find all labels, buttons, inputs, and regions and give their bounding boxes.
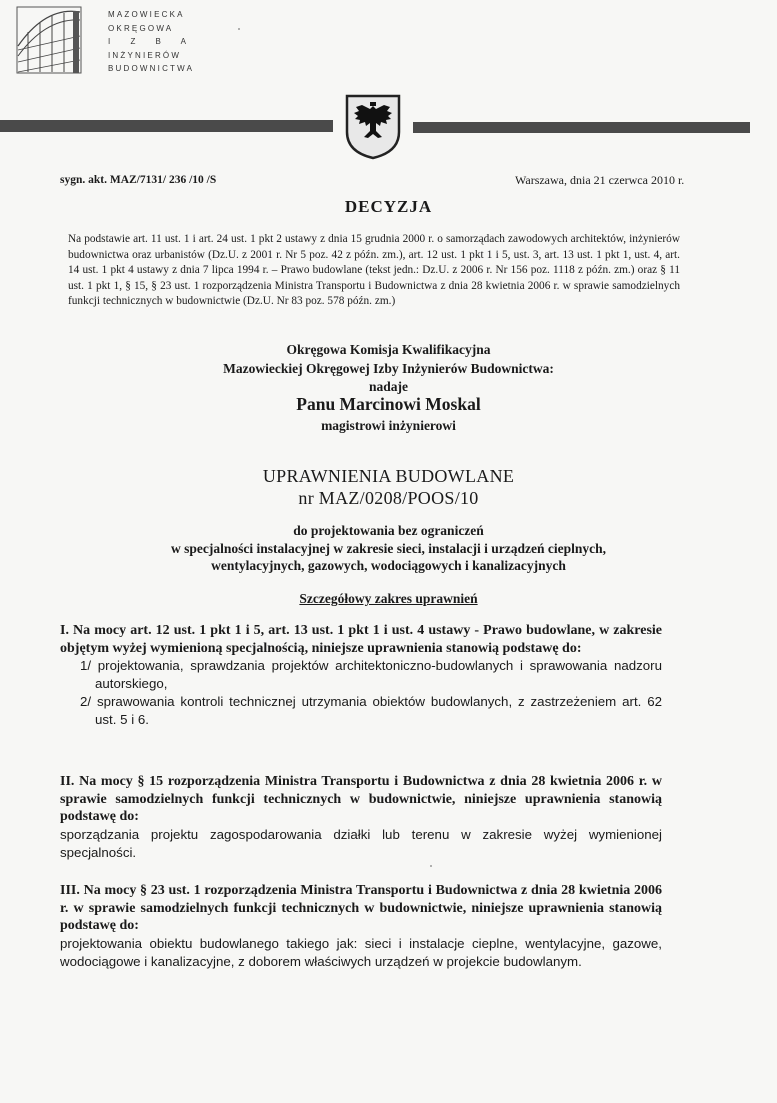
grant-verb: nadaje [368, 379, 408, 394]
logo-line: MAZOWIECKA [108, 10, 185, 19]
header-band-left [0, 120, 333, 132]
header-band-right [413, 122, 750, 133]
list-item: 2/ sprawowania kontroli technicznej utrzymania obiektów budowlanych, z zastrzeżeniem art. 62 ust. 5 i 6. [80, 694, 662, 727]
detail-scope-heading: Szczegółowy zakres uprawnień [299, 591, 478, 606]
scope-section-2 [60, 773, 662, 862]
recipient-degree: magistrowi inżynierowi [321, 418, 456, 433]
document-title: DECYZJA [344, 197, 433, 216]
logo-wordmark [108, 8, 195, 76]
list-item: 1/ projektowania, sprawdzania projektów architektoniczno-budowlanych i sprawowania nadzoru autorskiego, [80, 658, 662, 691]
chamber-name: Mazowieckiej Okręgowej Izby Inżynierów Budownictwa: [223, 361, 554, 376]
chamber-logo [16, 6, 196, 82]
case-reference: sygn. akt. MAZ/7131/ 236 /10 /S [60, 174, 217, 186]
building-arch-logo-icon [16, 6, 82, 74]
section-heading: III. Na mocy § 23 ust. 1 rozporządzenia Ministra Transportu i Budownictwa z dnia 28 kwietnia 2006 r. w sprawie samodzielnych funkcji technicznych w budownictwie, niniejsze uprawnienia stanowią podstawę do: [60, 883, 662, 933]
logo-line: BUDOWNICTWA [108, 64, 195, 73]
section-body: projektowania obiektu budowlanego takiego jak: sieci i instalacje cieplne, wentylacyjne, gazowe, wodociągowe i kanalizacyjne, z doborem właściwych urządzeń w projekcie budowlanym. [60, 935, 662, 969]
permit-scope-line: wentylacyjnych, gazowych, wodociągowych i kanalizacyjnych [211, 558, 566, 573]
logo-line: OKRĘGOWA [108, 23, 174, 33]
section-heading: II. Na mocy § 15 rozporządzenia Ministra Transportu i Budownictwa z dnia 28 kwietnia 2006 r. w sprawie samodzielnych funkcji technicznych w budownictwie, niniejsze uprawnienia stanowią podstawę do: [60, 774, 662, 824]
permit-scope-line: w specjalności instalacyjnej w zakresie sieci, instalacji i urządzeń cieplnych, [170, 541, 607, 556]
legal-basis: Na podstawie art. 11 ust. 1 i art. 24 ust. 1 pkt 2 ustawy z dnia 15 grudnia 2000 r. o samorządach zawodowych architektów, inżynierów budownictwa oraz urbanistów (Dz.U. z 2001 r. Nr 5 poz. 42 z późn. zm.), art. 12 ust. 1 pkt 1 i 5, ust. 3, art. 13 ust. 1 pkt 1, ust. 4, art. 14 ust. 1 pkt 4 ustawy z dnia 7 lipca 1994 r. – Prawo budowlane (tekst jedn.: Dz.U. z 2006 r. Nr 156 poz. 1118 z późn. zm.) oraz § 11 ust. 1 pkt 1, § 15, § 23 ust. 1 rozporządzenia Ministra Transportu i Budownictwa z dnia 28 kwietnia 2006 r. w sprawie samodzielnych funkcji technicznych w budownictwie (Dz.U. Nr 83 poz. 578 późn. zm.) [68, 233, 680, 308]
scan-speck [238, 28, 240, 30]
permit-title: UPRAWNIENIA BUDOWLANE [262, 466, 515, 486]
section-heading: I. Na mocy art. 12 ust. 1 pkt 1 i 5, art. 13 ust. 1 pkt 1 i ust. 4 ustawy - Prawo budowlane, w zakresie objętym wyżej wymienioną specjalnością, niniejsze uprawnienia stanowią podstawę do: [60, 623, 662, 656]
permit-number: nr MAZ/0208/POOS/10 [298, 488, 479, 508]
logo-line: I Z B A [108, 37, 196, 46]
scope-section-3 [60, 882, 662, 971]
place-date: Warszawa, dnia 21 czerwca 2010 r. [515, 173, 685, 187]
committee-name: Okręgowa Komisja Kwalifikacyjna [286, 342, 491, 357]
recipient-name: Panu Marcinowi Moskal [296, 394, 481, 414]
polish-eagle-emblem-icon [343, 92, 403, 160]
logo-line: INŻYNIERÓW [108, 50, 182, 60]
permit-scope-line: do projektowania bez ograniczeń [293, 523, 484, 538]
scan-speck [430, 865, 432, 867]
section-body: sporządzania projektu zagospodarowania działki lub terenu w zakresie wyżej wymienionej specjalności. [60, 826, 662, 860]
scope-section-1 [60, 622, 662, 729]
